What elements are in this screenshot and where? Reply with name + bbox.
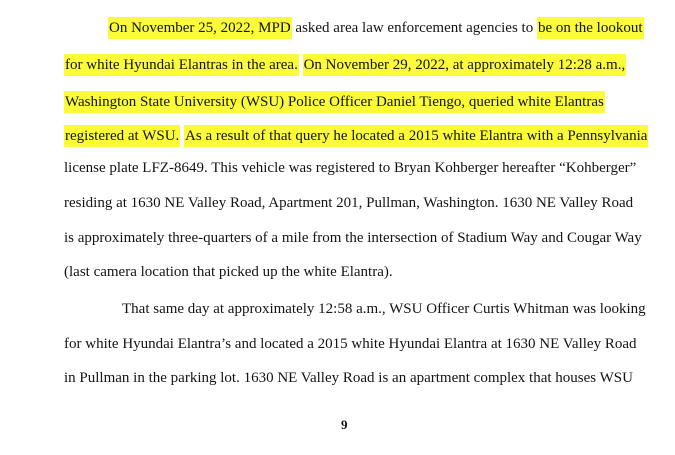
p1-line-1 (108, 19, 644, 37)
p2-line-2: for white Hyundai Elantra’s and located a 2015 white Hyundai Elantra at 1630 NE Valley Road (64, 336, 637, 352)
p1-line-7: is approximately three-quarters of a mile from the intersection of Stadium Way and Cougar Way (64, 230, 642, 246)
p1-line-1-text: asked area law enforcement agencies to (291, 20, 537, 36)
highlight-registered-wsu: registered at WSU. (64, 125, 180, 147)
p1-line-6: residing at 1630 NE Valley Road, Apartment 201, Pullman, Washington. 1630 NE Valley Road (64, 195, 634, 211)
p1-line-2 (64, 56, 626, 74)
p2-line-3: in Pullman in the parking lot. 1630 NE Valley Road is an apartment complex that houses WSU (64, 370, 633, 386)
p1-line-4 (64, 127, 648, 145)
p1-line-8: (last camera location that picked up the white Elantra). (64, 264, 393, 280)
highlight-date-nov25: On November 25, 2022, MPD (108, 17, 292, 39)
highlight-query-result: As a result of that query he located a 2015 white Elantra with a Pennsylvania (184, 125, 648, 147)
p2-line-1: That same day at approximately 12:58 a.m., WSU Officer Curtis Whitman was looking (122, 301, 646, 317)
highlight-wsu-officer: Washington State University (WSU) Police Officer Daniel Tiengo, queried white Elantras (64, 91, 605, 113)
page-number: 9 (341, 417, 348, 432)
p1-line-5: license plate LFZ-8649. This vehicle was registered to Bryan Kohberger hereafter “Kohberger” (64, 160, 637, 176)
highlight-elantras-area: for white Hyundai Elantras in the area. (64, 54, 299, 76)
highlight-lookout: be on the lookout (537, 17, 644, 39)
p1-line-3 (64, 93, 605, 111)
highlight-date-nov29: On November 29, 2022, at approximately 12:28 a.m., (303, 54, 627, 76)
